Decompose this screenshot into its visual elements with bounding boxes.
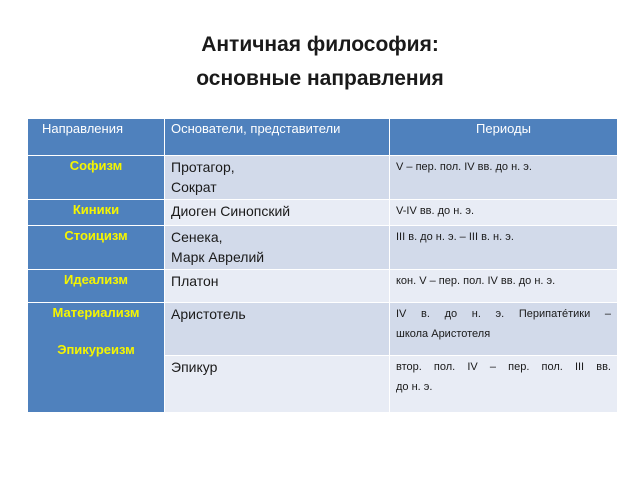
header-periods: Периоды (390, 119, 618, 156)
founder-name: Диоген Синопский (171, 203, 291, 219)
period-cell (390, 356, 618, 413)
period-line: втор. пол. IV – пер. пол. III вв. (396, 361, 611, 373)
founders-cell (165, 156, 390, 200)
direction-cell: Софизм (28, 156, 165, 200)
period-cell: V – пер. пол. IV вв. до н. э. (390, 156, 618, 200)
founders-cell (165, 200, 390, 226)
founder-name: Протагор, (171, 159, 235, 175)
table-header-row (28, 119, 618, 156)
direction-cell: Киники (28, 200, 165, 226)
period-cell: V-IV вв. до н. э. (390, 200, 618, 226)
direction-cell (28, 303, 165, 413)
direction-cell: Идеализм (28, 270, 165, 303)
founder-name: Платон (171, 273, 219, 289)
title-line-2: основные направления (196, 67, 444, 90)
founder-name: Сократ (171, 179, 217, 195)
direction-materialism: Материализм (52, 305, 140, 320)
direction-epicureanism: Эпикуреизм (57, 342, 135, 357)
table-row (28, 200, 618, 226)
header-directions: Направления (28, 119, 165, 156)
period-cell (390, 303, 618, 356)
page-title (0, 28, 640, 96)
table-row (28, 303, 618, 356)
founder-name: Марк Аврелий (171, 249, 265, 265)
period-cell: III в. до н. э. – III в. н. э. (390, 226, 618, 270)
table-row (28, 156, 618, 200)
table-row (28, 226, 618, 270)
philosophy-table (27, 118, 618, 413)
founders-cell (165, 226, 390, 270)
founders-cell (165, 303, 390, 356)
period-line: IV в. до н. э. Перипатéтики – (396, 308, 611, 320)
founder-name: Эпикур (171, 359, 218, 375)
founders-cell (165, 270, 390, 303)
direction-cell: Стоицизм (28, 226, 165, 270)
founders-cell (165, 356, 390, 413)
founder-name: Аристотель (171, 306, 246, 322)
header-founders: Основатели, представители (165, 119, 390, 156)
founder-name: Сенека, (171, 229, 223, 245)
period-line: до н. э. (396, 381, 433, 393)
period-cell: кон. V – пер. пол. IV вв. до н. э. (390, 270, 618, 303)
period-line: школа Аристотеля (396, 328, 491, 340)
title-line-1: Античная философия: (201, 33, 439, 56)
table-row (28, 270, 618, 303)
